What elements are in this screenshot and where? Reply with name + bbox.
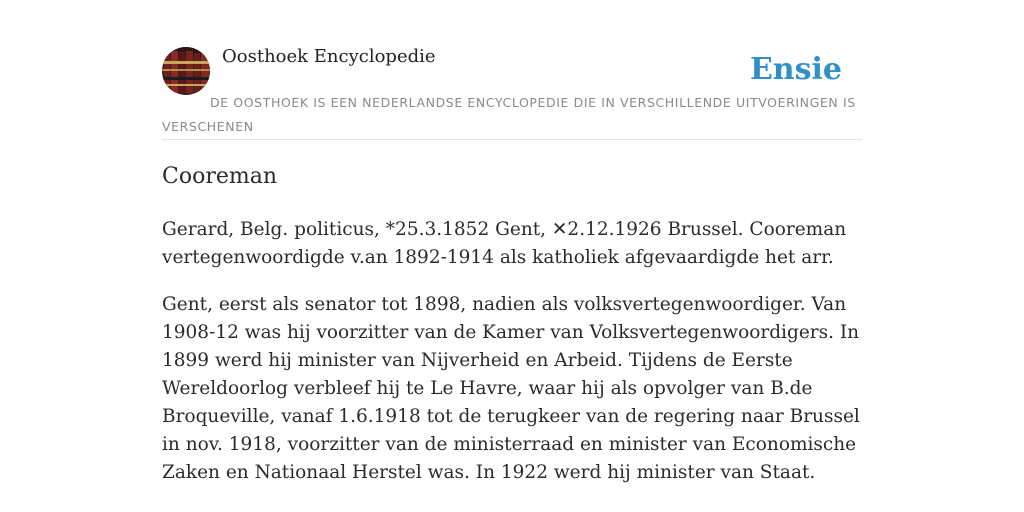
article-title: Cooreman xyxy=(162,164,278,189)
article-paragraph: Gerard, Belg. politicus, *25.3.1852 Gent, ✕2.12.1926 Brussel. Cooreman vertegenwoordigde v.an 1892-1914 als katholiek afgevaardigde het arr. xyxy=(162,219,847,268)
brand-logo[interactable]: Ensie xyxy=(749,52,842,87)
source-title[interactable]: Oosthoek Encyclopedie xyxy=(222,46,436,67)
source-header xyxy=(162,0,862,140)
source-tagline: DE OOSTHOEK IS EEN NEDERLANDSE ENCYCLOPEDIE DIE IN VERSCHILLENDE UITVOERINGEN IS VERSCHENEN xyxy=(162,95,856,134)
book-spines-icon[interactable] xyxy=(162,47,210,95)
page-container xyxy=(162,0,862,483)
article-paragraph: Gent, eerst als senator tot 1898, nadien als volksvertegenwoordiger. Van 1908-12 was hij voorzitter van de Kamer van Volksvertegenwoordigers. In 1899 werd hij minister van Nijverheid en Arbeid. Tijdens de Eerste Wereldoorlog verbleef hij te Le Havre, waar hij als opvolger van B.de Broqueville, vanaf 1.6.1918 tot de terugkeer van de regering naar Brussel in nov. 1918, voorzitter van de ministerraad en minister van Economische Zaken en Nationaal Herstel was. In 1922 werd hij minister van Staat. xyxy=(162,294,860,483)
